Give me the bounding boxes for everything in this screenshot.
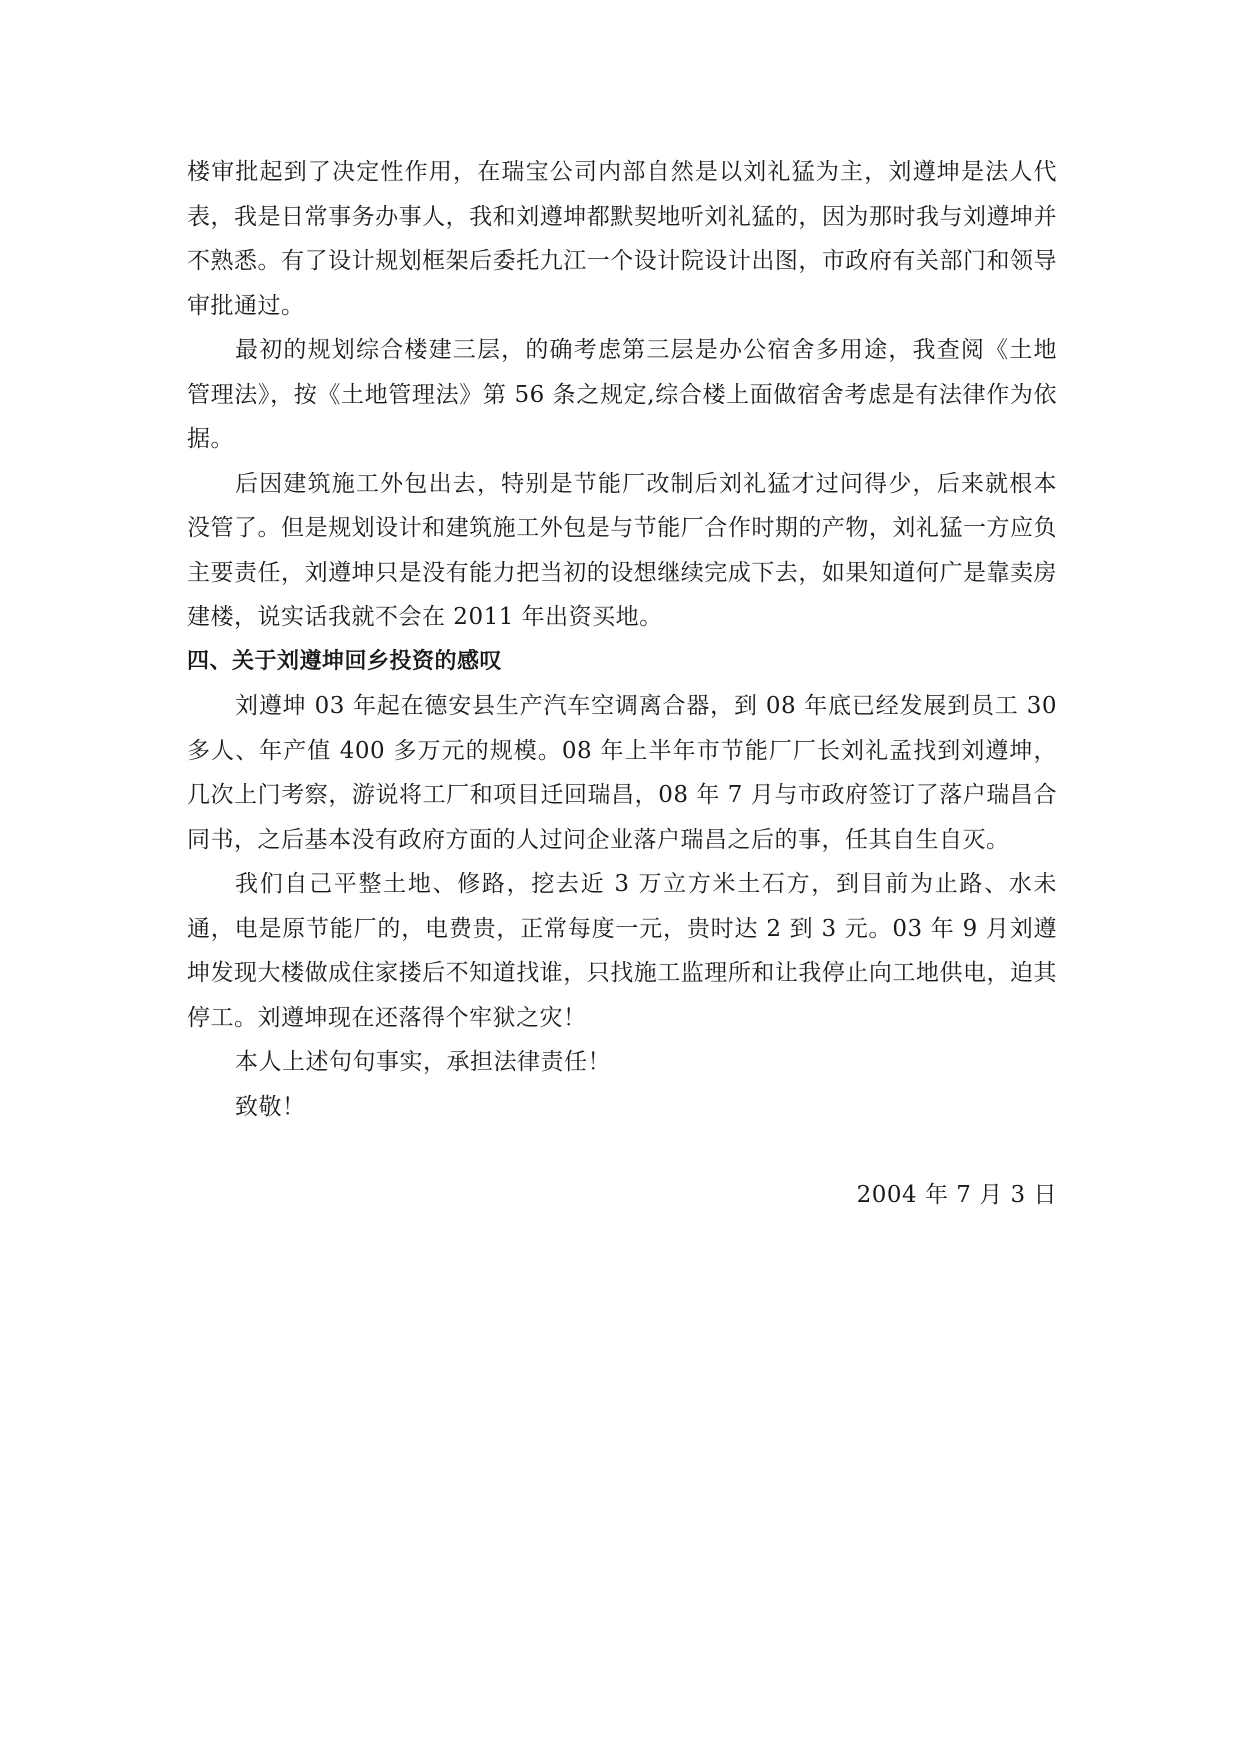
paragraph-1: 楼审批起到了决定性作用，在瑞宝公司内部自然是以刘礼猛为主，刘遵坤是法人代表，我是日常事务办事人，我和刘遵坤都默契地听刘礼猛的，因为那时我与刘遵坤并不熟悉。有了设计规划框架后委托九江一个设计院设计出图，市政府有关部门和领导审批通过。 [187,159,1057,319]
salutation: 致敬！ [235,1093,306,1120]
section-heading: 四、关于刘遵坤回乡投资的感叹 [187,648,503,674]
section-paragraph-2: 我们自己平整土地、修路，挖去近 3 万立方米土石方，到目前为止路、水未通，电是原节能厂的，电费贵，正常每度一元，贵时达 2 到 3 元。03 年 9 月刘遵坤发现大楼做成住家搂后不知道找谁，只找施工监理所和让我停止向工地供电，迫其停工。刘遵坤现在还落得个牢狱之灾！ [187,871,1057,1031]
paragraph-2: 最初的规划综合楼建三层，的确考虑第三层是办公宿舍多用途，我查阅《土地管理法》，按《土地管理法》第 56 条之规定,综合楼上面做宿舍考虑是有法律作为依据。 [187,337,1057,452]
paragraph-3: 后因建筑施工外包出去，特别是节能厂改制后刘礼猛才过问得少，后来就根本没管了。但是规划设计和建筑施工外包是与节能厂合作时期的产物，刘礼猛一方应负主要责任，刘遵坤只是没有能力把当初的设想继续完成下去，如果知道何广是靠卖房建楼，说实话我就不会在 2011 年出资买地。 [187,470,1057,630]
document-body [187,150,1057,1218]
section-paragraph-1: 刘遵坤 03 年起在德安县生产汽车空调离合器，到 08 年底已经发展到员工 30 多人、年产值 400 多万元的规模。08 年上半年市节能厂厂长刘礼孟找到刘遵坤，几次上门考察，游说将工厂和项目迁回瑞昌，08 年 7 月与市政府签订了落户瑞昌合同书，之后基本没有政府方面的人过问企业落户瑞昌之后的事，任其自生自灭。 [187,693,1057,853]
statement-line: 本人上述句句事实，承担法律责任！ [235,1049,611,1075]
document-date: 2004 年 7 月 3 日 [856,1182,1057,1208]
